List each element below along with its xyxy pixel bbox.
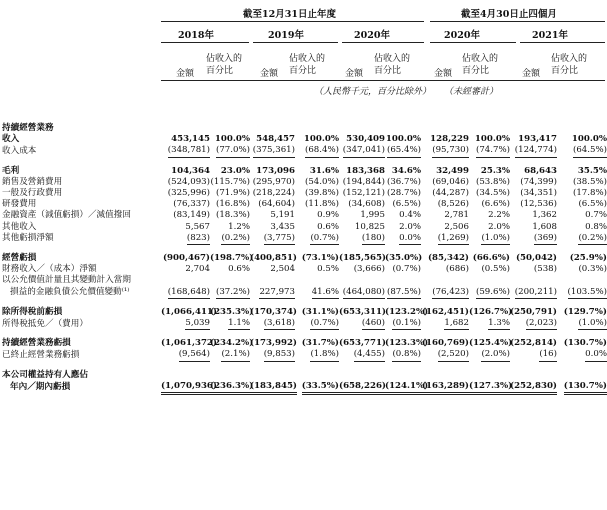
percent-cell: (11.8%) xyxy=(304,199,339,210)
percent-cell: (66.6%) xyxy=(472,253,510,264)
table-section-row xyxy=(0,370,607,381)
amount-cell: 548,457 xyxy=(256,134,295,145)
amount-cell: (173,992) xyxy=(250,338,298,349)
amount-header: 金額 xyxy=(522,69,541,79)
table-row xyxy=(0,134,607,145)
pct-header: 佔收入的 xyxy=(462,54,499,64)
rule-2020 xyxy=(342,42,424,43)
amount-cell: (16) xyxy=(510,349,557,361)
amount-cell: (1,269) xyxy=(421,233,469,245)
table-row xyxy=(0,253,607,264)
amount-cell: (194,844) xyxy=(342,176,385,187)
percent-cell: (28.7%) xyxy=(386,188,421,199)
percent-cell: 100.0% xyxy=(303,134,339,145)
row-label: 收入成本 xyxy=(2,145,37,156)
amount-header: 金額 xyxy=(434,69,453,79)
header-rule-four-months xyxy=(430,21,605,22)
percent-cell: (71.9%) xyxy=(215,188,250,199)
amount-cell: (653,771) xyxy=(339,338,387,349)
percent-cell: 23.0% xyxy=(220,165,250,176)
amount-cell: (369) xyxy=(510,233,557,245)
percent-cell: 0.6% xyxy=(228,264,250,275)
amount-cell: (1,070,936) xyxy=(161,381,210,395)
percent-cell: 41.6% xyxy=(295,287,339,299)
table-row xyxy=(0,199,607,210)
table-row xyxy=(0,145,607,157)
amount-cell: (250,791) xyxy=(510,306,558,317)
percent-cell: (126.7%) xyxy=(469,306,513,317)
percent-cell: (65.4%) xyxy=(385,145,421,157)
percent-cell: 0.8% xyxy=(585,221,607,232)
amount-cell: 68,643 xyxy=(524,165,557,176)
amount-cell: (524,093) xyxy=(167,176,210,187)
amount-cell: (653,311) xyxy=(339,306,387,317)
percent-cell: (198.7%) xyxy=(210,253,254,264)
amount-cell: (900,467) xyxy=(162,253,210,264)
amount-cell: 5,191 xyxy=(270,210,295,221)
percent-cell: 35.5% xyxy=(577,165,607,176)
amount-cell: (185,565) xyxy=(339,253,387,264)
percent-cell: (25.9%) xyxy=(569,253,607,264)
percent-cell: (53.8%) xyxy=(475,176,510,187)
percent-cell: (130.7%) xyxy=(563,338,607,349)
amount-cell: 2,504 xyxy=(270,264,295,275)
year-label-2021-period: 2021年 xyxy=(532,30,568,41)
percent-cell: (127.3%) xyxy=(469,381,510,395)
percent-cell: (1.0%) xyxy=(557,318,607,330)
amount-cell: (76,337) xyxy=(173,199,210,210)
table-section-row xyxy=(0,123,607,134)
table-row xyxy=(0,338,607,349)
amount-cell: (162,451) xyxy=(421,306,469,317)
percent-cell: (130.7%) xyxy=(557,381,607,395)
amount-cell: (252,814) xyxy=(510,338,558,349)
row-label: 金融資產（減值虧損）／減值撥回 xyxy=(2,210,131,221)
table-spacer xyxy=(0,362,607,370)
percent-cell: (236.3%) xyxy=(210,381,250,395)
percent-cell: (54.0%) xyxy=(304,176,339,187)
table-row xyxy=(0,264,607,275)
percent-cell: (125.4%) xyxy=(469,338,513,349)
amount-header: 金額 xyxy=(260,69,279,79)
percent-cell: 2.0% xyxy=(399,221,421,232)
rule-2021-period xyxy=(520,42,605,43)
year-label-2020: 2020年 xyxy=(354,30,390,41)
percent-cell: 0.9% xyxy=(317,210,339,221)
row-label: 研發費用 xyxy=(2,199,37,210)
amount-cell: 1,608 xyxy=(532,221,557,232)
amount-cell: 5,039 xyxy=(161,318,210,330)
table-row xyxy=(0,233,607,245)
percent-cell: 1.3% xyxy=(469,318,510,330)
amount-cell: (3,666) xyxy=(353,264,385,275)
percent-cell: (1.0%) xyxy=(469,233,510,245)
percent-cell: 34.6% xyxy=(391,165,421,176)
amount-cell: (400,851) xyxy=(250,253,298,264)
pct-header: 佔收入的 xyxy=(374,54,411,64)
table-row xyxy=(0,222,607,233)
percent-cell: 100.0% xyxy=(474,134,510,145)
table-spacer xyxy=(0,245,607,253)
table-row xyxy=(0,177,607,188)
amount-cell: (34,351) xyxy=(520,188,557,199)
row-label: 所得稅抵免／（費用） xyxy=(2,318,88,329)
pct-header: 百分比 xyxy=(462,66,490,76)
row-label: 銷售及營銷費用 xyxy=(2,176,63,187)
row-label: 財務收入／（成本）淨額 xyxy=(2,264,97,275)
rule-2020-period xyxy=(430,42,516,43)
year-label-2018: 2018年 xyxy=(178,30,214,41)
amount-cell: (295,970) xyxy=(252,176,295,187)
amount-cell: 32,499 xyxy=(436,165,469,176)
amount-cell: 2,704 xyxy=(185,264,210,275)
table-row xyxy=(0,349,607,361)
table-row xyxy=(0,381,607,395)
percent-cell: (64.5%) xyxy=(557,145,607,157)
amount-cell: 1,362 xyxy=(532,210,557,221)
amount-cell: (8,526) xyxy=(437,199,469,210)
amount-cell: (538) xyxy=(533,264,557,275)
percent-cell: 100.0% xyxy=(571,134,607,145)
table-spacer xyxy=(0,158,607,166)
percent-cell: (74.7%) xyxy=(469,145,510,157)
rule-2018 xyxy=(161,42,249,43)
amount-cell: (44,287) xyxy=(432,188,469,199)
percent-cell: (2.0%) xyxy=(469,349,510,361)
percent-cell: (77.0%) xyxy=(210,145,250,157)
amount-cell: (64,604) xyxy=(258,199,295,210)
row-label: 其他虧損淨額 xyxy=(2,233,54,244)
table-row xyxy=(0,287,607,299)
percent-cell: 0.0% xyxy=(385,233,421,245)
percent-cell: (123.2%) xyxy=(385,306,429,317)
amount-cell: 5,567 xyxy=(185,221,210,232)
year-label-2019: 2019年 xyxy=(268,30,304,41)
income-statement-table xyxy=(0,123,607,395)
percent-cell: (68.4%) xyxy=(295,145,339,157)
amount-cell: (85,342) xyxy=(427,253,469,264)
table-row xyxy=(0,166,607,177)
pct-header: 佔收入的 xyxy=(551,54,588,64)
row-label: 一般及行政費用 xyxy=(2,188,63,199)
percent-cell: (35.0%) xyxy=(385,253,423,264)
amount-header: 金額 xyxy=(176,69,195,79)
amount-cell: (163,289) xyxy=(421,381,469,395)
header-rule-annual xyxy=(161,21,424,22)
percent-cell: (2.1%) xyxy=(210,349,250,361)
pct-header: 百分比 xyxy=(206,66,234,76)
amount-cell: (170,374) xyxy=(250,306,298,317)
percent-cell: (235.3%) xyxy=(210,306,254,317)
percent-cell: (31.7%) xyxy=(301,338,339,349)
row-label: 已終止經營業務虧損 xyxy=(2,349,80,360)
amount-cell: (686) xyxy=(445,264,469,275)
amount-cell: (1,061,372) xyxy=(161,338,217,349)
row-label: 經營虧損 xyxy=(2,253,37,264)
percent-cell: 0.5% xyxy=(317,264,339,275)
amount-cell: (168,648) xyxy=(161,287,210,299)
amount-cell: (76,423) xyxy=(421,287,469,299)
amount-cell: (1,066,411) xyxy=(161,306,217,317)
row-label: 收入 xyxy=(2,134,20,145)
amount-cell: 10,825 xyxy=(354,221,385,232)
amount-cell: (152,121) xyxy=(342,188,385,199)
row-label: 毛利 xyxy=(2,165,20,176)
row-label: 以公允價值計量且其變動計入當期 xyxy=(2,275,131,286)
percent-cell: (0.2%) xyxy=(557,233,607,245)
percent-cell: (1.8%) xyxy=(295,349,339,361)
percent-cell: 0.7% xyxy=(585,210,607,221)
amount-cell: (658,226) xyxy=(339,381,385,395)
amount-cell: 2,781 xyxy=(444,210,469,221)
percent-cell: (234.2%) xyxy=(210,338,254,349)
amount-cell: 453,145 xyxy=(171,134,210,145)
row-label: 年內／期內虧損 xyxy=(10,382,71,393)
amount-cell: 2,506 xyxy=(444,221,469,232)
amount-cell: (252,830) xyxy=(510,381,557,395)
percent-cell: (34.5%) xyxy=(475,188,510,199)
percent-cell: 31.6% xyxy=(309,165,339,176)
row-label: 損益的金融負債公允價值變動⁽¹⁾ xyxy=(10,287,130,298)
percent-cell: (33.5%) xyxy=(295,381,339,395)
unaudited-note: （未經審計） xyxy=(444,87,499,97)
amount-cell: (200,211) xyxy=(510,287,557,299)
percent-cell: (0.7%) xyxy=(295,318,339,330)
percent-cell: (18.3%) xyxy=(215,210,250,221)
amount-cell: (2,023) xyxy=(510,318,557,330)
pct-header: 百分比 xyxy=(374,66,402,76)
percent-cell: (0.3%) xyxy=(578,264,607,275)
amount-cell: (124,774) xyxy=(510,145,557,157)
percent-cell: 100.0% xyxy=(385,134,421,145)
percent-cell: (31.1%) xyxy=(301,306,339,317)
table-row xyxy=(0,318,607,330)
amount-cell: (160,769) xyxy=(421,338,469,349)
amount-cell: (348,781) xyxy=(161,145,210,157)
percent-cell: (59.6%) xyxy=(469,287,510,299)
amount-cell: (95,730) xyxy=(421,145,469,157)
percent-cell: (6.5%) xyxy=(392,199,421,210)
row-label: 本公司權益持有人應佔 xyxy=(2,369,88,380)
amount-cell: 173,096 xyxy=(256,165,295,176)
pct-header: 佔收入的 xyxy=(206,54,243,64)
percent-cell: (36.7%) xyxy=(386,176,421,187)
amount-cell: (3,775) xyxy=(250,233,295,245)
table-row xyxy=(0,188,607,199)
table-spacer xyxy=(0,299,607,307)
percent-cell: (39.8%) xyxy=(304,188,339,199)
amount-cell: (180) xyxy=(339,233,385,245)
pct-header: 百分比 xyxy=(551,66,579,76)
table-row xyxy=(0,210,607,221)
percent-cell: (0.7%) xyxy=(392,264,421,275)
row-label: 其他收入 xyxy=(2,221,37,232)
pct-header: 百分比 xyxy=(289,66,317,76)
amount-cell: 128,229 xyxy=(430,134,469,145)
header-group-four-months: 截至4月30日止四個月 xyxy=(461,9,557,20)
amount-cell: (74,399) xyxy=(520,176,557,187)
year-label-2020-period: 2020年 xyxy=(444,30,480,41)
amount-cell: (375,361) xyxy=(250,145,295,157)
table-section-row xyxy=(0,275,607,286)
amount-cell: (464,080) xyxy=(339,287,385,299)
amount-cell: (325,996) xyxy=(167,188,210,199)
amount-cell: 530,409 xyxy=(346,134,385,145)
percent-cell: (38.5%) xyxy=(572,176,607,187)
amount-cell: (12,536) xyxy=(520,199,557,210)
header-bottom-rule xyxy=(161,80,605,81)
amount-cell: (2,520) xyxy=(421,349,469,361)
amount-cell: (347,041) xyxy=(339,145,385,157)
percent-cell: (73.1%) xyxy=(301,253,339,264)
percent-cell: (124.1%) xyxy=(385,381,421,395)
percent-cell: 0.0% xyxy=(557,349,607,361)
percent-cell: 0.6% xyxy=(317,221,339,232)
amount-cell: 183,368 xyxy=(346,165,385,176)
percent-cell: (0.1%) xyxy=(385,318,421,330)
table-row xyxy=(0,307,607,318)
rule-2019 xyxy=(253,42,338,43)
amount-cell: (4,455) xyxy=(339,349,385,361)
percent-cell: 1.2% xyxy=(228,221,250,232)
percent-cell: (0.2%) xyxy=(210,233,250,245)
percent-cell: (6.5%) xyxy=(578,199,607,210)
amount-cell: 1,682 xyxy=(421,318,469,330)
row-label: 持續經營業務虧損 xyxy=(2,338,71,349)
percent-cell: (115.7%) xyxy=(210,176,250,187)
amount-header: 金額 xyxy=(345,69,364,79)
amount-cell: (50,042) xyxy=(515,253,557,264)
amount-cell: 1,995 xyxy=(360,210,385,221)
percent-cell: (37.2%) xyxy=(210,287,250,299)
percent-cell: (0.8%) xyxy=(385,349,421,361)
amount-cell: (9,853) xyxy=(250,349,295,361)
percent-cell: (6.6%) xyxy=(481,199,510,210)
percent-cell: (17.8%) xyxy=(572,188,607,199)
percent-cell: (103.5%) xyxy=(557,287,607,299)
amount-cell: (823) xyxy=(161,233,210,245)
percent-cell: 1.1% xyxy=(210,318,250,330)
percent-cell: 100.0% xyxy=(214,134,250,145)
percent-cell: 2.0% xyxy=(488,221,510,232)
row-label: 持續經營業務 xyxy=(2,123,54,133)
amount-cell: (218,224) xyxy=(252,188,295,199)
amount-cell: 193,417 xyxy=(518,134,557,145)
amount-cell: (183,845) xyxy=(250,381,295,395)
unit-note: （人民幣千元，百分比除外） xyxy=(314,87,432,97)
amount-cell: (69,046) xyxy=(432,176,469,187)
amount-cell: 227,973 xyxy=(250,287,295,299)
header-group-annual: 截至12月31日止年度 xyxy=(243,9,336,20)
pct-header: 佔收入的 xyxy=(289,54,326,64)
percent-cell: (16.8%) xyxy=(215,199,250,210)
row-label: 除所得稅前虧損 xyxy=(2,306,63,317)
percent-cell: 0.4% xyxy=(399,210,421,221)
amount-cell: (83,149) xyxy=(173,210,210,221)
amount-cell: 3,435 xyxy=(270,221,295,232)
percent-cell: (123.3%) xyxy=(385,338,429,349)
percent-cell: 25.3% xyxy=(480,165,510,176)
amount-cell: (460) xyxy=(339,318,385,330)
amount-cell: (3,618) xyxy=(250,318,295,330)
amount-cell: (34,608) xyxy=(348,199,385,210)
amount-cell: 104,364 xyxy=(171,165,210,176)
amount-cell: (9,564) xyxy=(161,349,210,361)
percent-cell: (0.7%) xyxy=(295,233,339,245)
percent-cell: (87.5%) xyxy=(385,287,421,299)
percent-cell: 2.2% xyxy=(488,210,510,221)
percent-cell: (0.5%) xyxy=(481,264,510,275)
percent-cell: (129.7%) xyxy=(563,306,607,317)
